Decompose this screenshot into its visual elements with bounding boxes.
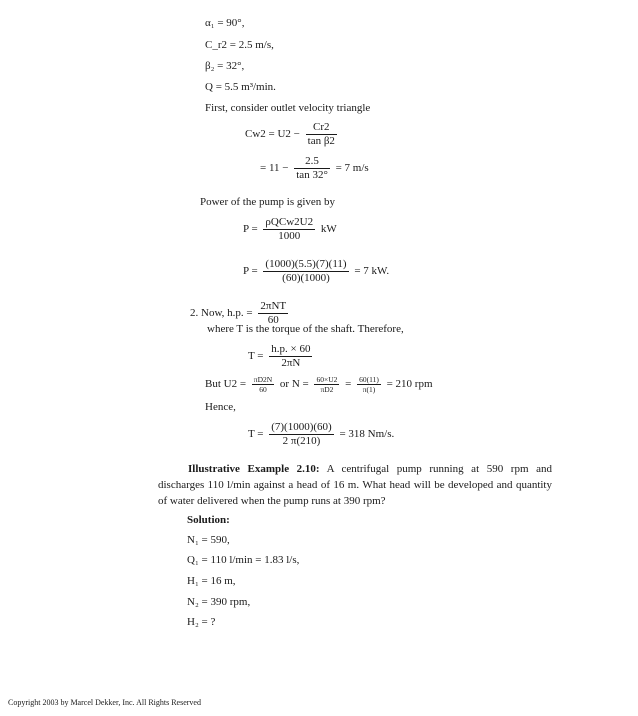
given-q: Q = 5.5 m³/min.: [205, 81, 276, 93]
power-intro: Power of the pump is given by: [200, 196, 336, 208]
u2-fraction: [252, 375, 274, 394]
n-value-denominator: π(1): [362, 385, 376, 394]
copyright-notice: Copyright 2003 by Marcel Dekker, Inc. All Rights Reserved: [8, 698, 201, 707]
given-cr2: C_r2 = 2.5 m/s,: [205, 39, 274, 51]
torque-calc-fraction: [269, 421, 333, 448]
solution-n1: N₁ = 590,: [187, 534, 230, 546]
cw2-calc-rhs: = 7 m/s: [335, 162, 369, 175]
n-denominator: πD2: [320, 385, 334, 394]
solution-label: Solution:: [187, 514, 230, 526]
torque-numerator: h.p. × 60: [271, 343, 311, 355]
power-unit: kW: [320, 223, 337, 236]
u2-denominator: 60: [259, 385, 267, 394]
power-numerator: ρQCw2U2: [265, 216, 314, 228]
n-value-fraction: [357, 375, 381, 394]
cw2-calculation: [260, 155, 369, 182]
torque-calc-rhs: = 318 Nm/s.: [339, 428, 395, 441]
given-alpha1: α₁ = 90°,: [205, 17, 245, 29]
power-calc-rhs: = 7 kW.: [354, 265, 390, 278]
solution-n2: N₂ = 390 rpm,: [187, 596, 251, 608]
torque-denominator: 2πN: [281, 357, 301, 369]
n-fraction: [314, 375, 339, 394]
torque-calc-numerator: (7)(1000)(60): [271, 421, 332, 433]
cw2-calc-fraction: [294, 155, 330, 182]
solution-q1: Q₁ = 110 l/min = 1.83 l/s,: [187, 554, 300, 566]
torque-calc-lhs: T =: [248, 428, 264, 441]
speed-mid: or N =: [279, 378, 309, 391]
solution-h1: H₁ = 16 m,: [187, 575, 236, 587]
speed-prefix: But U2 =: [205, 378, 247, 391]
power-denominator: 1000: [278, 230, 301, 242]
torque-formula: [248, 343, 315, 370]
torque-lhs: T =: [248, 350, 264, 363]
cw2-lhs: Cw2 = U2 −: [245, 128, 300, 141]
speed-rhs: = 210 rpm: [386, 378, 433, 391]
speed-line: [205, 375, 433, 394]
hp-denominator: 60: [267, 314, 279, 326]
outlet-intro: First, consider outlet velocity triangle: [205, 102, 371, 114]
power-calc-numerator: (1000)(5.5)(7)(11): [265, 258, 347, 270]
power-calc-lhs: P =: [243, 265, 258, 278]
cw2-calc-lhs: = 11 −: [260, 162, 289, 175]
cw2-equation: [245, 121, 340, 148]
example-paragraph: [158, 461, 552, 509]
power-fraction: [263, 216, 315, 243]
given-beta2: β₂ = 32°,: [205, 60, 245, 72]
cw2-calc-numerator: 2.5: [294, 155, 330, 169]
torque-calculation: [248, 421, 394, 448]
cw2-numerator: Cr2: [306, 121, 337, 135]
cw2-fraction: [306, 121, 337, 148]
hp-prefix: 2. Now, h.p. =: [190, 307, 253, 320]
example-text: A centrifugal pump running at 590 rpm and discharges 110 l/min against a head of 16 m. What head will be developed and quantity of water delivered when the pump runs at 390 rpm?: [158, 463, 552, 507]
cw2-denominator: tan β2: [307, 135, 335, 147]
power-calc-fraction: [263, 258, 348, 285]
n-numerator: 60×U2: [316, 375, 338, 384]
power-calc-denominator: (60)(1000): [282, 272, 330, 284]
n-value-numerator: 60(11): [359, 375, 379, 384]
u2-numerator: πD2N: [253, 375, 273, 384]
power-formula: [243, 216, 337, 243]
hence-label: Hence,: [205, 401, 236, 413]
solution-h2: H₂ = ?: [187, 616, 216, 628]
torque-calc-denominator: 2 π(210): [282, 435, 321, 447]
hp-numerator: 2πNT: [260, 300, 287, 312]
example-title: Illustrative Example 2.10:: [188, 463, 320, 475]
power-lhs: P =: [243, 223, 258, 236]
torque-fraction: [269, 343, 312, 370]
power-calculation: [243, 258, 389, 285]
cw2-calc-denominator: tan 32°: [296, 169, 328, 181]
torque-intro: where T is the torque of the shaft. Therefore,: [207, 323, 404, 335]
speed-equals: =: [345, 378, 352, 391]
